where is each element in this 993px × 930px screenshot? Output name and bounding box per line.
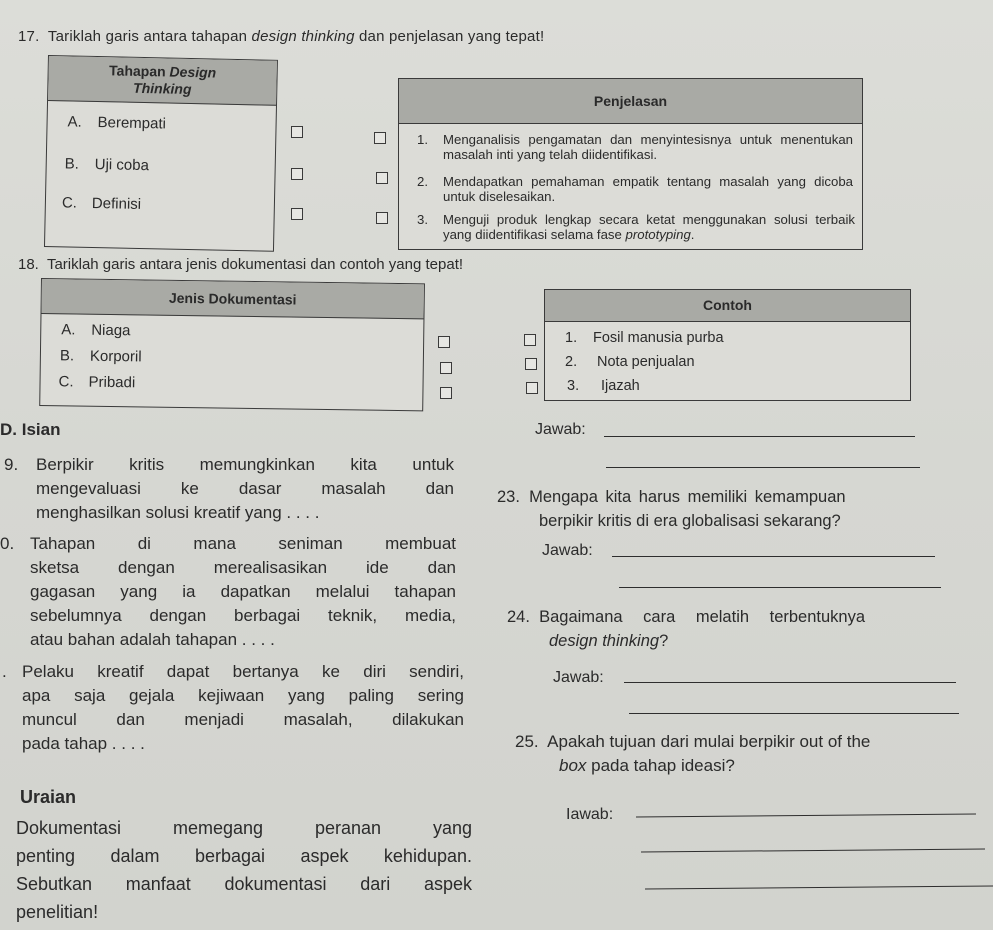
match-box-left-a[interactable]: [438, 336, 450, 348]
table-row: A. Niaga: [61, 321, 131, 340]
match-box-left-b[interactable]: [440, 362, 452, 374]
answer-label-25: Iawab:: [566, 806, 614, 823]
question-number: 17.: [18, 28, 40, 45]
match-box-right-2[interactable]: [376, 172, 388, 184]
answer-label-24: Jawab:: [553, 669, 604, 686]
answer-line[interactable]: [606, 467, 920, 468]
answer-label-23: Jawab:: [542, 542, 593, 559]
match-box-left-c[interactable]: [440, 387, 452, 399]
answer-line[interactable]: [629, 713, 959, 714]
question-18-instruction: 18. Tariklah garis antara jenis dokumentasi dan contoh yang tepat!: [18, 256, 464, 273]
answer-label-22: Jawab:: [535, 421, 586, 438]
essay-question: Dokumentasi memegang peranan yang penting dalam berbagai aspek kehidupan. Sebutkan manfaat dokumentasi dari aspek penelitian!: [16, 818, 472, 922]
match-box-left-c[interactable]: [291, 208, 303, 220]
table-row: C. Definisi: [61, 194, 142, 213]
question-number: 18.: [18, 256, 39, 273]
table-header: Contoh: [545, 290, 910, 322]
table-header: Tahapan Design Thinking: [48, 56, 277, 106]
match-box-right-1[interactable]: [524, 334, 536, 346]
match-box-right-3[interactable]: [376, 212, 388, 224]
match-box-left-a[interactable]: [291, 126, 303, 138]
match-box-right-1[interactable]: [374, 132, 386, 144]
question-17-instruction: 17. Tariklah garis antara tahapan design thinking dan penjelasan yang tepat!: [18, 28, 545, 45]
table-row: B. Uji coba: [64, 155, 150, 175]
documentation-types-table: [39, 278, 425, 411]
table-row: 3. Ijazah: [567, 378, 640, 394]
table-row: 2. Nota penjualan: [565, 354, 695, 370]
explanation-table: Penjelasan 1. Menganalisis pengamatan dan menyintesisnya untuk menentukan masalah inti yang telah diidentifikasi. 2. Mendapatkan pemahaman empatik tentang masalah yang dicoba untuk diselesaikan. 3. Menguji produk lengkap secara ketat menggunakan solusi terbaik yang diidentifikasi selama fase prototyping.: [398, 78, 863, 250]
table-row: 1. Fosil manusia purba: [565, 330, 724, 346]
question-25: 25. Apakah tujuan dari mulai berpikir out of the box pada tahap ideasi?: [515, 732, 871, 775]
examples-table: [544, 289, 911, 401]
design-thinking-stages-table: [44, 55, 278, 252]
answer-line[interactable]: [624, 682, 956, 683]
answer-line[interactable]: [645, 885, 993, 889]
answer-line[interactable]: [641, 848, 985, 852]
match-box-right-2[interactable]: [525, 358, 537, 370]
answer-line[interactable]: [612, 556, 935, 557]
question-24: 24. Bagaimana cara melatih terbentuknya design thinking?: [507, 608, 866, 650]
answer-line[interactable]: [604, 436, 915, 437]
table-header: Penjelasan: [399, 79, 862, 124]
question-23: 23. Mengapa kita harus memiliki kemampuan berpikir kritis di era globalisasi sekarang?: [497, 488, 846, 530]
section-heading-uraian: Uraian: [20, 787, 77, 807]
section-heading-isian: D. Isian: [0, 420, 61, 439]
match-box-right-3[interactable]: [526, 382, 538, 394]
match-box-left-b[interactable]: [291, 168, 303, 180]
table-header: Jenis Dokumentasi: [41, 279, 423, 319]
table-row: A. Berempati: [67, 113, 167, 133]
answer-line[interactable]: [636, 814, 976, 818]
answer-line[interactable]: [619, 587, 941, 588]
table-row: B. Korporil: [59, 347, 142, 366]
table-row: C. Pribadi: [58, 373, 136, 392]
